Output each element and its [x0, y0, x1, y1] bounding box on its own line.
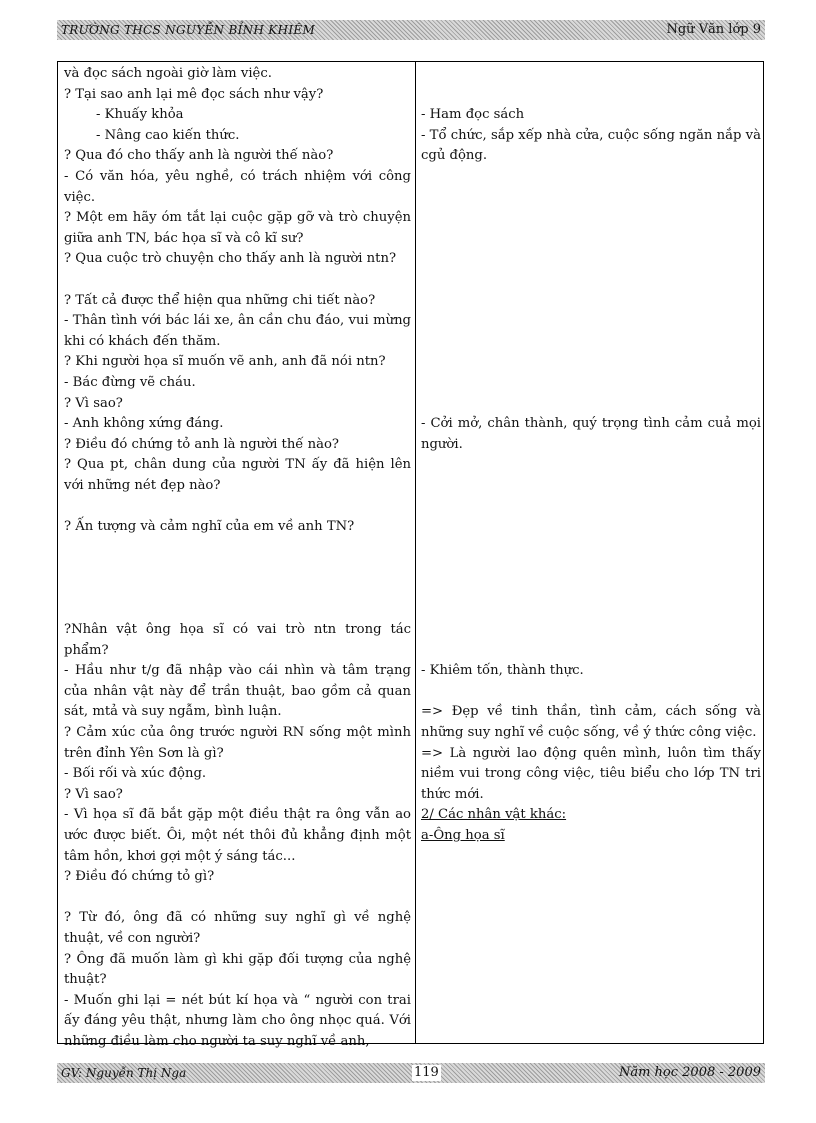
- blank-line: [421, 455, 761, 476]
- right-line: - Tổ chức, sắp xếp nhà cửa, cuộc sống ngăn nắp và cgủ động.: [421, 127, 761, 164]
- lesson-content-column: [421, 64, 761, 847]
- blank-line: [421, 188, 761, 209]
- lesson-table: [57, 61, 764, 1049]
- left-line: ? Qua pt, chân dung của người TN ấy đã hiện lên với những nét đẹp nào?: [64, 457, 411, 493]
- left-line: - Hầu như t/g đã nhập vào cái nhìn và tâm trạng của nhân vật này để trần thuật, bao gồm cả quan sát, mtả và suy ngẫm, bình luận.: [64, 663, 411, 720]
- left-line: ? Vì sao?: [64, 395, 123, 411]
- blank-line: [64, 558, 411, 579]
- right-line: => Đẹp về tinh thần, tình cảm, cách sống và những suy nghĩ về cuộc sống, về ý thức công việc.: [421, 704, 761, 740]
- table-bottom-border: [57, 1043, 764, 1044]
- teacher-name: GV: Nguyễn Thị Nga: [61, 1066, 187, 1080]
- blank-line: [421, 167, 761, 188]
- left-line: ? Qua đó cho thấy anh là người thế nào?: [64, 148, 334, 164]
- blank-line: [421, 476, 761, 497]
- left-line: ? Ông đã muốn làm gì khi gặp đối tượng của nghệ thuật?: [64, 951, 411, 988]
- blank-line: [421, 64, 761, 85]
- left-line: ? Điều đó chứng tỏ gì?: [64, 869, 215, 885]
- blank-line: [64, 496, 411, 517]
- left-line: - Có văn hóa, yêu nghề, có trách nhiệm với công việc.: [64, 168, 411, 205]
- column-divider: [415, 62, 416, 1043]
- blank-line: [421, 332, 761, 353]
- page-header: [57, 20, 765, 40]
- blank-line: [421, 373, 761, 394]
- blank-line: [421, 208, 761, 229]
- blank-line: [64, 270, 411, 291]
- teacher-student-activity-column: [64, 64, 411, 1053]
- blank-line: [64, 599, 411, 620]
- blank-line: [64, 888, 411, 909]
- page-number: 119: [414, 1065, 439, 1080]
- blank-line: [421, 517, 761, 538]
- blank-line: [421, 579, 761, 600]
- left-line: ? Điều đó chứng tỏ anh là người thế nào?: [64, 436, 339, 452]
- blank-line: [64, 579, 411, 600]
- right-line: - Ham đọc sách: [421, 107, 525, 123]
- subsection-heading: a-Ông họa sĩ: [421, 827, 505, 843]
- school-year: Năm học 2008 - 2009: [618, 1065, 761, 1080]
- left-line: ?Nhân vật ông họa sĩ có vai trò ntn trong tác phẩm?: [64, 622, 411, 658]
- left-line: ? Tại sao anh lại mê đọc sách như vậy?: [64, 86, 324, 102]
- blank-line: [421, 620, 761, 641]
- left-line: ? Tất cả được thể hiện qua những chi tiết nào?: [64, 292, 376, 308]
- blank-line: [421, 311, 761, 332]
- page-footer: [57, 1063, 765, 1083]
- blank-line: [421, 291, 761, 312]
- left-line: - Bối rối và xúc động.: [64, 766, 207, 782]
- left-line: ? Cảm xúc của ông trước người RN sống một mình trên đỉnh Yên Sơn là gì?: [64, 725, 411, 761]
- left-line: ? Khi người họa sĩ muốn vẽ anh, anh đã nói ntn?: [64, 354, 386, 370]
- left-line: ? Một em hãy óm tắt lại cuộc gặp gỡ và trò chuyện giữa anh TN, bác họa sĩ và cô kĩ sư?: [64, 210, 411, 246]
- blank-line: [421, 641, 761, 662]
- blank-line: [421, 496, 761, 517]
- right-line: - Khiêm tốn, thành thực.: [421, 663, 584, 679]
- left-line: ? Qua cuộc trò chuyện cho thấy anh là người ntn?: [64, 251, 397, 267]
- left-line: ? Vì sao?: [64, 786, 123, 802]
- blank-line: [421, 394, 761, 415]
- left-line: - Muốn ghi lại = nét bút kí họa và “ người con trai ấy đáng yêu thật, nhưng làm cho ông nhọc quá. Với những điều làm cho người ta suy nghĩ về anh,: [64, 992, 411, 1049]
- right-line: => Là người lao động quên mình, luôn tìm thấy niềm vui trong công việc, tiêu biểu cho lớp TN tri thức mới.: [421, 745, 761, 802]
- right-line: - Cởi mở, chân thành, quý trọng tình cảm cuả mọi người.: [421, 416, 761, 452]
- blank-line: [421, 538, 761, 559]
- left-line: - Anh không xứng đáng.: [64, 416, 224, 432]
- blank-line: [421, 249, 761, 270]
- blank-line: [421, 682, 761, 703]
- blank-line: [421, 85, 761, 106]
- left-line: ? Ấn tượng và cảm nghĩ của em về anh TN?: [64, 519, 355, 535]
- left-line: và đọc sách ngoài giờ làm việc.: [64, 66, 272, 81]
- blank-line: [421, 229, 761, 250]
- left-line: - Bác đừng vẽ cháu.: [64, 374, 196, 390]
- blank-line: [421, 599, 761, 620]
- left-line: ? Từ đó, ông đã có những suy nghĩ gì về nghệ thuật, về con người?: [64, 910, 411, 946]
- section-heading: 2/ Các nhân vật khác:: [421, 807, 567, 823]
- blank-line: [64, 538, 411, 559]
- left-line: - Khuấy khỏa: [96, 107, 184, 123]
- left-line: - Thân tình với bác lái xe, ân cần chu đáo, vui mừng khi có khách đến thăm.: [64, 313, 411, 349]
- blank-line: [421, 352, 761, 373]
- left-line: - Nâng cao kiến thức.: [96, 127, 240, 143]
- left-line: - Vì họa sĩ đã bắt gặp một điều thật ra ông vẫn ao ước được biết. Ôi, một nét thôi đủ khẳng định một tâm hồn, khơi gợi một ý sáng tác...: [64, 807, 411, 864]
- school-name: TRƯỜNG THCS NGUYỄN BỈNH KHIÊM: [61, 23, 316, 37]
- blank-line: [421, 270, 761, 291]
- blank-line: [421, 558, 761, 579]
- subject-label: Ngữ Văn lớp 9: [666, 22, 761, 37]
